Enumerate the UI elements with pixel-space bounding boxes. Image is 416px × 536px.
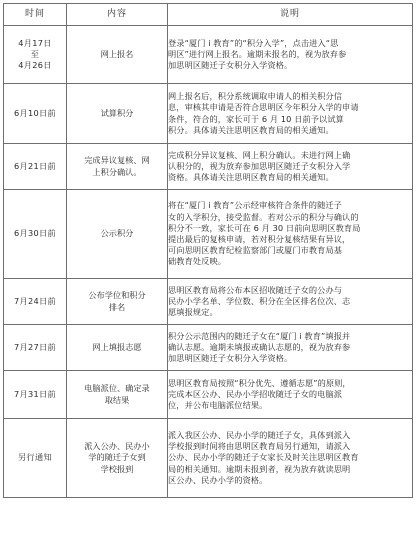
description-line: 女的入学积分，接受监督。若对公示的积分与确认的	[168, 211, 359, 222]
description-line: 完成积分异议复核、网上积分确认。未进行网上确	[168, 149, 351, 160]
content-line: 公示积分	[100, 228, 134, 239]
row-content	[67, 419, 168, 498]
content-line: 公布学位和积分	[88, 290, 146, 301]
schedule-page	[3, 3, 413, 530]
description-line: 可向思明区教育纪检监察部门或厦门市教育局基	[168, 245, 343, 256]
row-content	[67, 371, 168, 419]
description-line: 愿填报规定。	[168, 307, 218, 318]
description-line: 网上报名后，积分系统调取申请人的相关积分信	[168, 91, 343, 102]
table-row	[4, 325, 413, 371]
description-line: 位，并公布电脑派位结果。	[168, 400, 268, 411]
time-line: 7月31日前	[14, 388, 56, 399]
description-line: 积分不一致，家长可在 6 月 30 日前向思明区教育局	[168, 222, 361, 233]
header-content: 内容	[67, 4, 168, 26]
row-description	[168, 190, 413, 279]
description-line: 学校报到时间将由思明区教育局另行通知，请派入	[168, 441, 351, 452]
description-line: 区公办、民办小学的资格。	[168, 474, 268, 485]
table-body	[4, 26, 413, 498]
row-description	[168, 371, 413, 419]
description-line: 提出最后的复核申请，若对积分复核结果有异议，	[168, 234, 351, 244]
row-description	[168, 84, 413, 144]
description-line: 派入我区公办、民办小学的随迁子女，具体到派入	[168, 429, 351, 440]
row-description	[168, 419, 413, 498]
row-content	[67, 279, 168, 325]
description-line: 条件，符合的，家长可于 6 月 10 日前予以试算	[168, 113, 344, 124]
content-line: 学的随迁子女到	[88, 452, 146, 463]
table-row	[4, 84, 413, 144]
description-line: 公办、民办小学的随迁子女家长及时关注思明区教育	[168, 452, 359, 463]
table-row	[4, 190, 413, 279]
table-row	[4, 144, 413, 190]
content-line: 排名	[108, 301, 126, 312]
time-line: 4月26日	[18, 60, 52, 71]
table-row	[4, 26, 413, 84]
table-header-row	[4, 4, 413, 26]
row-description	[168, 144, 413, 190]
content-line: 派入公办、民办小	[84, 441, 150, 452]
content-line: 电脑派位、确定录	[84, 383, 150, 394]
description-line: 局的相关通知。逾期未报到者，视为放弃就读思明	[168, 463, 351, 474]
row-time	[4, 419, 67, 498]
row-content	[67, 144, 168, 190]
row-time	[4, 325, 67, 371]
description-line: 完成本区公办、民办小学招收随迁子女的电脑派	[168, 388, 343, 399]
description-line: 积分。具体请关注思明区教育局的相关通知。	[168, 124, 334, 135]
time-line: 6月21日前	[14, 160, 56, 171]
time-line: 7月24日前	[14, 295, 56, 306]
description-line: 加思明区随迁子女积分入学资格。	[168, 60, 293, 71]
row-description	[168, 26, 413, 84]
row-content	[67, 190, 168, 279]
description-line: 将在“厦门 i 教育”公示经审核符合条件的随迁子	[168, 200, 342, 211]
row-time	[4, 279, 67, 325]
description-line: 思明区教育局将公布本区招收随迁子女的公办与	[168, 284, 343, 295]
description-line: 础教育处反映。	[168, 256, 227, 267]
time-line: 7月27日前	[14, 341, 56, 352]
description-line: 息，审核其申请是否符合思明区今年积分入学的申请	[168, 102, 359, 113]
description-line: 明区”进行网上报名。逾期未报名的，视为放弃参	[168, 48, 347, 59]
row-time	[4, 84, 67, 144]
row-description	[168, 279, 413, 325]
description-line: 思明区教育局按照“积分优先、遵循志愿”的原则，	[168, 377, 351, 388]
time-line: 另行通知	[18, 452, 52, 463]
enrollment-schedule-table	[3, 3, 413, 498]
header-time: 时间	[4, 4, 67, 26]
content-line: 试算积分	[100, 107, 134, 118]
content-line: 取结果	[104, 394, 130, 405]
row-time	[4, 26, 67, 84]
table-row	[4, 279, 413, 325]
row-content	[67, 84, 168, 144]
description-line: 登录“厦门 i 教育”的“积分入学”，点击进入“思	[168, 37, 339, 48]
table-row	[4, 419, 413, 498]
content-line: 完成异议复核、网	[84, 155, 150, 166]
content-line: 学校报到	[100, 463, 134, 474]
header-description: 说明	[168, 4, 413, 26]
time-line: 6月30日前	[14, 228, 56, 239]
description-line: 确认志愿。逾期未填报或确认志愿的，视为放弃参	[168, 341, 351, 352]
description-line: 资格。具体请关注思明区教育局的相关通知。	[168, 172, 334, 183]
row-time	[4, 371, 67, 419]
content-line: 网上填报志愿	[92, 341, 142, 352]
row-content	[67, 325, 168, 371]
row-time	[4, 144, 67, 190]
row-content	[67, 26, 168, 84]
description-line: 加思明区随迁子女积分入学资格。	[168, 353, 293, 364]
description-line: 民办小学名单、学位数、积分在全区排名位次、志	[168, 295, 351, 306]
description-line: 认积分的，视为放弃参加思明区随迁子女积分入学	[168, 160, 351, 171]
row-time	[4, 190, 67, 279]
description-line: 积分公示范围内的随迁子女在“厦门 i 教育”填报并	[168, 330, 351, 341]
time-line: 至	[30, 48, 40, 59]
time-line: 4月17日	[18, 37, 52, 48]
content-line: 网上报名	[100, 48, 134, 59]
table-row	[4, 371, 413, 419]
time-line: 6月10日前	[14, 107, 56, 118]
row-description	[168, 325, 413, 371]
content-line: 上积分确认。	[92, 166, 142, 177]
